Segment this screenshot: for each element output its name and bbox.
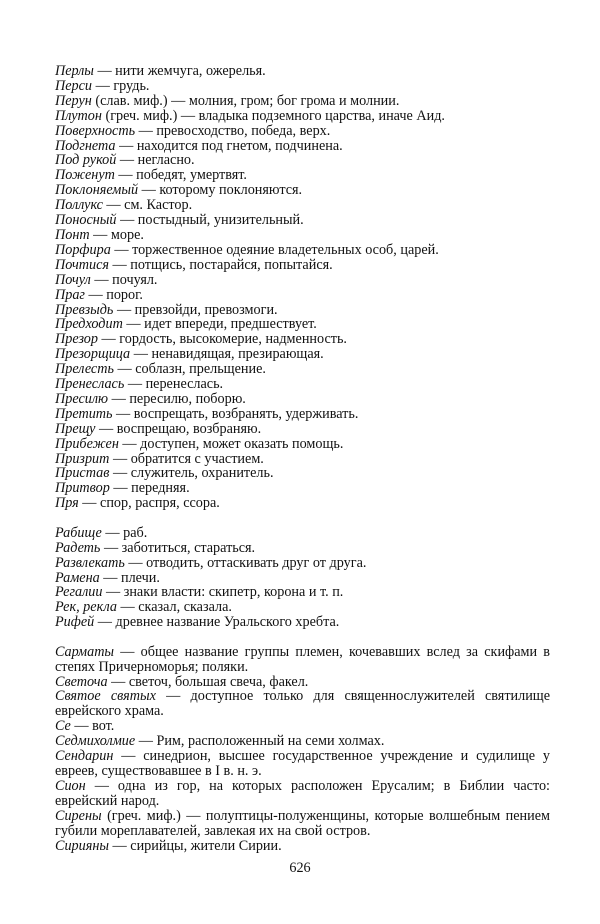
- glossary-entry: [55, 496, 550, 511]
- entry-term: Призрит: [55, 450, 110, 467]
- glossary-entry: [55, 362, 550, 377]
- entry-term: Почул: [55, 271, 91, 288]
- glossary-entry: [55, 749, 550, 779]
- entry-definition: — потщись, постарайся, попытайся.: [108, 256, 333, 273]
- page-number: 626: [289, 860, 311, 876]
- entry-term: Поносный: [55, 212, 117, 229]
- entry-definition: — гордость, высокомерие, надменность.: [98, 331, 347, 348]
- entry-term: Презорщица: [55, 346, 131, 363]
- entry-definition: — нити жемчуга, ожерелья.: [93, 63, 266, 79]
- entry-definition: — знаки власти: скипетр, корона и т. п.: [102, 584, 344, 601]
- glossary-entry: [55, 839, 550, 854]
- glossary-entry: [55, 94, 550, 109]
- entry-term: Святое святых: [55, 688, 156, 705]
- glossary-entry: [55, 809, 550, 839]
- glossary-entry: [55, 437, 550, 452]
- glossary-entry: [55, 347, 550, 362]
- entry-term: Рабище: [55, 524, 102, 541]
- glossary-entry: [55, 541, 550, 556]
- entry-term: Предходит: [55, 316, 123, 333]
- entry-definition: — воспрещаю, возбраняю.: [95, 420, 262, 437]
- entry-definition: — спор, распря, ссора.: [78, 495, 220, 512]
- entry-term: Притвор: [55, 480, 110, 497]
- entry-group-2: [55, 526, 550, 630]
- entry-term: Рек, рекла: [55, 599, 117, 616]
- entry-term: Седмихолмие: [55, 733, 136, 750]
- entry-definition: — порог.: [84, 286, 143, 303]
- entry-definition: — синедрион, высшее государственное учреждение и судилище у евреев, существовавшее в I в. н. э.: [55, 748, 550, 779]
- glossary-entry: [55, 258, 550, 273]
- entry-term: Праг: [55, 286, 85, 303]
- glossary-entry: [55, 124, 550, 139]
- entry-definition: — превзойди, превозмоги.: [113, 301, 278, 318]
- entry-definition: — светоч, большая свеча, факел.: [107, 673, 309, 690]
- glossary-entry: [55, 64, 550, 79]
- entry-term: Поженут: [55, 167, 115, 184]
- entry-term: Сион: [55, 777, 86, 794]
- glossary-entry: [55, 689, 550, 719]
- glossary-column: [55, 64, 550, 868]
- glossary-entry: [55, 422, 550, 437]
- entry-term: Порфира: [55, 241, 111, 258]
- entry-definition: — древнее название Уральского хребта.: [94, 614, 340, 631]
- glossary-entry: [55, 109, 550, 124]
- entry-definition: — перенеслась.: [124, 376, 224, 393]
- entry-term: Се: [55, 718, 71, 735]
- entry-term: Превзыдь: [55, 301, 114, 318]
- entry-term: Прибежен: [55, 435, 119, 452]
- entry-definition: — море.: [89, 226, 144, 243]
- glossary-entry: [55, 734, 550, 749]
- glossary-entry: [55, 377, 550, 392]
- entry-term: Радеть: [55, 539, 101, 556]
- glossary-entry: [55, 645, 550, 675]
- entry-definition: — которому поклоняются.: [138, 182, 303, 199]
- glossary-entry: [55, 273, 550, 288]
- entry-definition: — идет впереди, предшествует.: [122, 316, 317, 333]
- entry-definition: (слав. миф.) — молния, гром; бог грома и молнии.: [91, 92, 400, 109]
- entry-term: Под рукой: [55, 152, 117, 169]
- entry-definition: (греч. миф.) — полуптицы-полуженщины, которые волшебным пением губили мореплавателей, завлекая их на свой остров.: [55, 807, 550, 839]
- entry-definition: — служитель, охранитель.: [109, 465, 274, 482]
- glossary-entry: [55, 288, 550, 303]
- entry-definition: — отводить, оттаскивать друг от друга.: [124, 554, 367, 571]
- glossary-entry: [55, 571, 550, 586]
- glossary-entry: [55, 719, 550, 734]
- glossary-entry: [55, 243, 550, 258]
- glossary-entry: [55, 407, 550, 422]
- entry-term: Прещу: [55, 420, 96, 437]
- entry-group-3: [55, 645, 550, 854]
- entry-term: Рифей: [55, 614, 95, 631]
- entry-term: Пресилю: [55, 390, 109, 407]
- glossary-entry: [55, 228, 550, 243]
- glossary-entry: [55, 183, 550, 198]
- entry-term: Пренеслась: [55, 376, 125, 393]
- entry-term: Презор: [55, 331, 98, 348]
- entry-definition: — пересилю, поборю.: [108, 390, 246, 407]
- glossary-entry: [55, 317, 550, 332]
- entry-definition: — см. Кастор.: [102, 197, 193, 214]
- entry-term: Понт: [55, 226, 90, 243]
- entry-definition: — грудь.: [92, 77, 150, 94]
- glossary-entry: [55, 303, 550, 318]
- entry-term: Пря: [55, 495, 79, 512]
- entry-definition: — превосходство, победа, верх.: [135, 122, 331, 139]
- entry-definition: — победят, умертвят.: [114, 167, 247, 184]
- glossary-entry: [55, 556, 550, 571]
- glossary-entry: [55, 452, 550, 467]
- entry-term: Прелесть: [55, 361, 114, 378]
- entry-term: Развлекать: [55, 554, 125, 571]
- entry-term: Рамена: [55, 569, 100, 586]
- entry-definition: — сирийцы, жители Сирии.: [109, 837, 282, 854]
- glossary-entry: [55, 481, 550, 496]
- entry-definition: (греч. миф.) — владыка подземного царства, иначе Аид.: [101, 107, 445, 124]
- entry-term: Перлы: [55, 63, 94, 79]
- entry-definition: — доступное только для священнослужителей святилище еврейского храма.: [55, 688, 551, 720]
- glossary-entry: [55, 585, 550, 600]
- entry-group-1: [55, 64, 550, 511]
- entry-term: Претить: [55, 405, 113, 422]
- glossary-entry: [55, 600, 550, 615]
- glossary-entry: [55, 675, 550, 690]
- glossary-entry: [55, 79, 550, 94]
- entry-definition: — негласно.: [116, 152, 195, 169]
- entry-definition: — одна из гор, на которых расположен Ерусалим; в Библии часто: еврейский народ.: [55, 777, 550, 809]
- entry-term: Почтися: [55, 256, 109, 273]
- glossary-entry: [55, 526, 550, 541]
- entry-definition: — находится под гнетом, подчинена.: [115, 137, 343, 154]
- entry-term: Перси: [55, 77, 93, 94]
- entry-term: Подгнета: [55, 137, 116, 154]
- entry-definition: — сказал, сказала.: [116, 599, 232, 616]
- entry-definition: — обратится с участием.: [109, 450, 264, 467]
- glossary-entry: [55, 198, 550, 213]
- entry-definition: — почуял.: [90, 271, 158, 288]
- glossary-entry: [55, 139, 550, 154]
- entry-definition: — ненавидящая, презирающая.: [130, 346, 324, 363]
- entry-definition: — доступен, может оказать помощь.: [118, 435, 344, 452]
- entry-term: Регалии: [55, 584, 103, 601]
- entry-term: Сирияны: [55, 837, 109, 854]
- glossary-entry: [55, 153, 550, 168]
- glossary-entry: [55, 332, 550, 347]
- entry-term: Перун: [55, 92, 92, 109]
- glossary-entry: [55, 466, 550, 481]
- glossary-entry: [55, 392, 550, 407]
- entry-definition: — вот.: [70, 718, 115, 735]
- glossary-entry: [55, 615, 550, 630]
- entry-definition: — заботиться, стараться.: [100, 539, 256, 556]
- glossary-entry: [55, 213, 550, 228]
- entry-definition: — соблазн, прельщение.: [113, 361, 266, 378]
- entry-term: Поверхность: [55, 122, 136, 139]
- glossary-entry: [55, 168, 550, 183]
- entry-definition: — постыдный, унизительный.: [116, 212, 304, 229]
- entry-term: Сирены: [55, 807, 102, 824]
- entry-term: Поллукс: [55, 197, 103, 214]
- entry-definition: — торжественное одеяние владетельных особ, царей.: [110, 241, 439, 258]
- glossary-entry: [55, 779, 550, 809]
- entry-definition: — раб.: [101, 524, 148, 541]
- entry-term: Светоча: [55, 673, 108, 690]
- entry-term: Плутон: [55, 107, 102, 124]
- entry-term: Пристав: [55, 465, 110, 482]
- entry-term: Сарматы: [55, 643, 115, 660]
- entry-definition: — передняя.: [109, 480, 190, 497]
- entry-definition: — общее название группы племен, кочевавших вслед за скифами в степях Причерноморья; поляки.: [55, 643, 550, 675]
- entry-term: Сендарин: [55, 748, 114, 765]
- entry-definition: — плечи.: [99, 569, 160, 586]
- entry-definition: — Рим, расположенный на семи холмах.: [135, 733, 385, 750]
- entry-term: Поклоняемый: [55, 182, 139, 199]
- entry-definition: — воспрещать, возбранять, удерживать.: [112, 405, 359, 422]
